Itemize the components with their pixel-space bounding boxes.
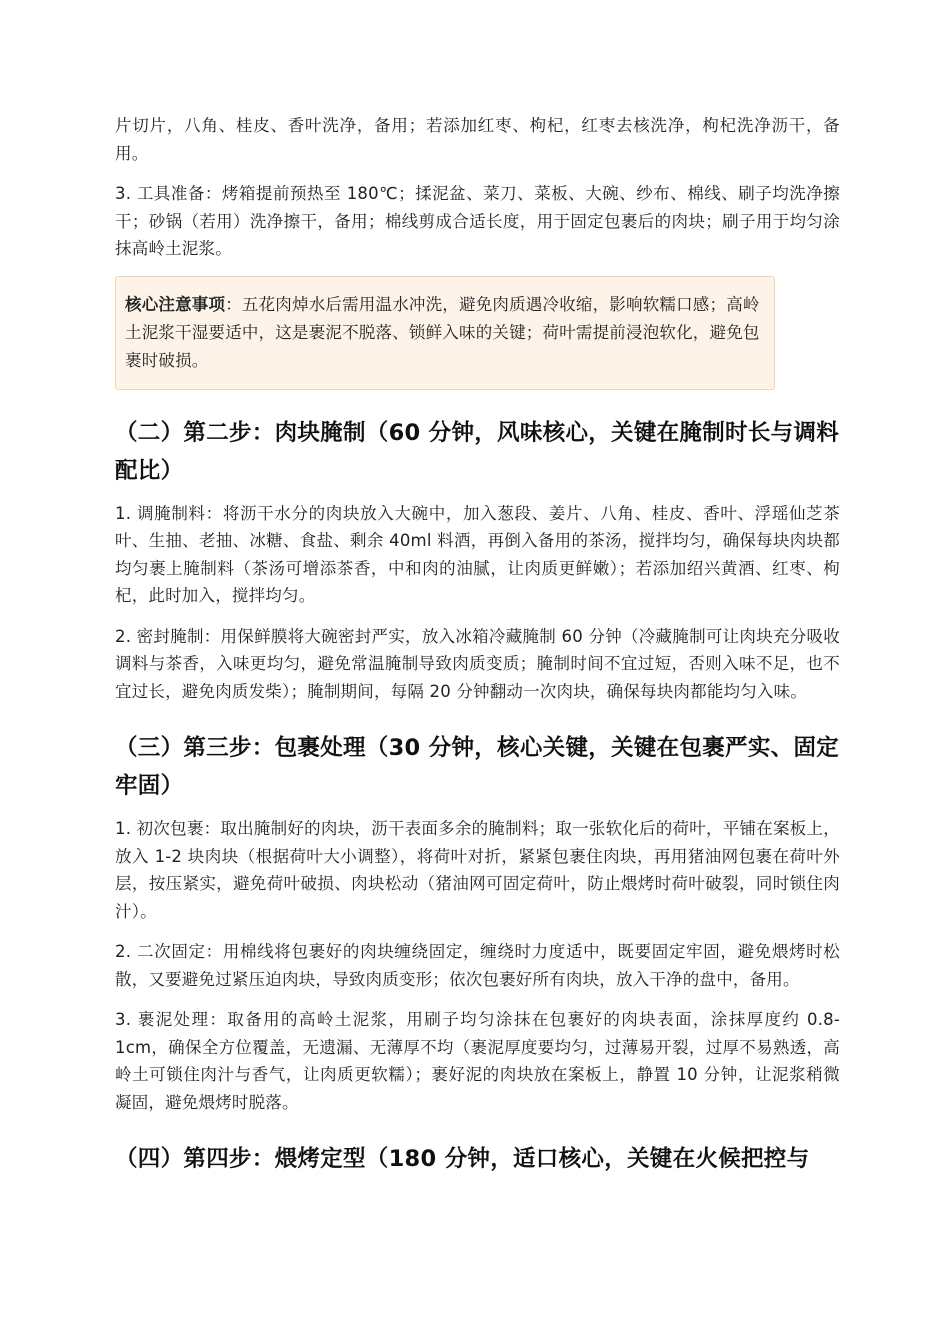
key-notes-box [115,276,775,390]
step2-heading: （二）第二步：肉块腌制（60 分钟，风味核心，关键在腌制时长与调料配比） [115,419,840,484]
step3-paragraph-1: 1. 初次包裹：取出腌制好的肉块，沥干表面多余的腌制料；取一张软化后的荷叶，平铺在案板上，放入 1-2 块肉块（根据荷叶大小调整），将荷叶对折，紧紧包裹住肉块，再用猪油网包裹在荷叶外层，按压紧实，避免荷叶破损、肉块松动（猪油网可固定荷叶，防止煨烤时荷叶破裂，同时锁住肉汁）。 [115,819,840,921]
step2-paragraph-1: 1. 调腌制料：将沥干水分的肉块放入大碗中，加入葱段、姜片、八角、桂皮、香叶、浮瑶仙芝茶叶、生抽、老抽、冰糖、食盐、剩余 40ml 料酒，再倒入备用的茶汤，搅拌均匀，确保每块肉块都均匀裹上腌制料（茶汤可增添茶香，中和肉的油腻，让肉质更鲜嫩）；若添加绍兴黄酒、红枣、枸杞，此时加入，搅拌均匀。 [115,503,840,605]
step2-paragraph-2: 2. 密封腌制：用保鲜膜将大碗密封严实，放入冰箱冷藏腌制 60 分钟（冷藏腌制可让肉块充分吸收调料与茶香，入味更均匀，避免常温腌制导致肉质变质；腌制时间不宜过短，否则入味不足，也不宜过长，避免肉质发柴）；腌制期间，每隔 20 分钟翻动一次肉块，确保每块肉都能均匀入味。 [115,626,840,701]
key-notes-text: ：五花肉焯水后需用温水冲洗，避免肉质遇冷收缩，影响软糯口感；高岭土泥浆干湿要适中，这是裹泥不脱落、锁鲜入味的关键；荷叶需提前浸泡软化，避免包裹时破损。 [125,294,760,370]
step3-heading: （三）第三步：包裹处理（30 分钟，核心关键，关键在包裹严实、固定牢固） [115,735,840,799]
document-page [115,112,840,1188]
step3-paragraph-3: 3. 裹泥处理：取备用的高岭土泥浆，用刷子均匀涂抹在包裹好的肉块表面，涂抹厚度约 0.8-1cm，确保全方位覆盖，无遗漏、无薄厚不均（裹泥厚度要均匀，过薄易开裂，过厚不易熟透，高岭土可锁住肉汁与香气，让肉质更软糯）；裹好泥的肉块放在案板上，静置 10 分钟，让泥浆稍微凝固，避免煨烤时脱落。 [115,1010,840,1112]
key-notes-label: 核心注意事项 [125,294,226,314]
tool-prep-paragraph: 3. 工具准备：烤箱提前预热至 180℃；揉泥盆、菜刀、菜板、大碗、纱布、棉线、刷子均洗净擦干；砂锅（若用）洗净擦干，备用；棉线剪成合适长度，用于固定包裹后的肉块；刷子用于均匀涂抹高岭土泥浆。 [115,184,840,258]
step3-paragraph-2: 2. 二次固定：用棉线将包裹好的肉块缠绕固定，缠绕时力度适中，既要固定牢固，避免煨烤时松散，又要避免过紧压迫肉块，导致肉质变形；依次包裹好所有肉块，放入干净的盘中，备用。 [115,942,840,989]
step4-heading: （四）第四步：煨烤定型（180 分钟，适口核心，关键在火候把控与 [115,1146,810,1172]
intro-paragraph-continued: 片切片，八角、桂皮、香叶洗净，备用；若添加红枣、枸杞，红枣去核洗净，枸杞洗净沥干，备用。 [115,116,840,163]
